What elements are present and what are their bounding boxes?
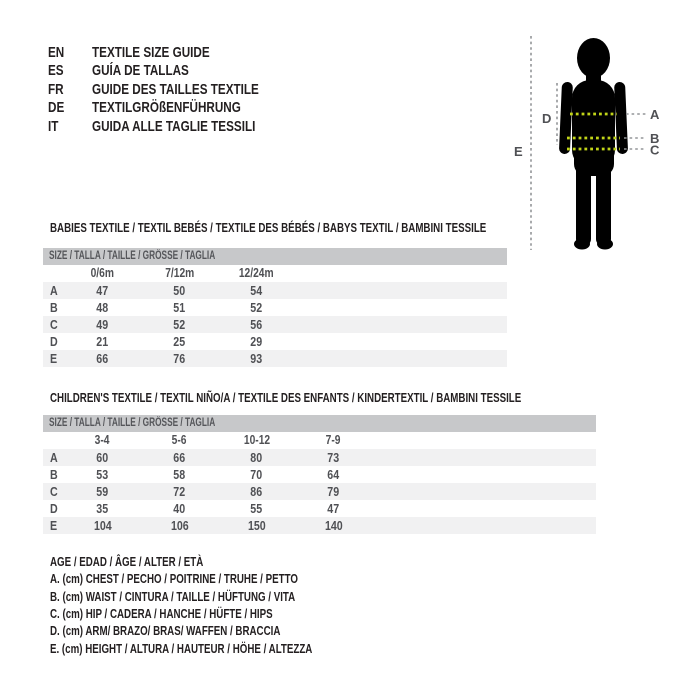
cell: 80 [250,450,263,465]
table-row [43,500,596,517]
cell: 52 [173,317,186,332]
legend-age-line: AGE / EDAD / ÂGE / ALTER / ETÀ [50,554,204,569]
cell: 47 [96,283,109,298]
silhouette-left-arm [559,82,573,154]
height-label: E [514,144,523,159]
table-row [43,449,596,466]
silhouette-left-foot [574,239,590,250]
row-label: A [50,450,58,465]
babies-table-title: BABIES TEXTILE / TEXTIL BEBÉS / TEXTILE DES BÉBÉS / BABYS TEXTIL / BAMBINI TESSILE [50,220,487,235]
column-header: 12/24m [239,266,274,280]
size-header-bar: SIZE / TALLA / TAILLE / GRÖSSE / TAGLIA [43,248,507,265]
row-label: D [50,501,58,516]
cell: 73 [327,450,340,465]
row-label [43,265,64,282]
cell: 66 [173,450,186,465]
children-table-title: CHILDREN'S TEXTILE / TEXTIL NIÑO/A / TEXTILE DES ENFANTS / KINDERTEXTIL / BAMBINI TESSILE [50,390,522,405]
language-code: DE [48,99,65,117]
cell: 47 [327,501,340,516]
table-row [43,282,507,299]
waist-label: B [650,131,660,146]
column-header: 3-4 [95,433,110,447]
language-code: ES [48,62,64,80]
language-row-de [48,99,306,117]
table-row [43,466,596,483]
cell: 72 [173,484,186,499]
cell: 106 [170,518,189,533]
cell: 76 [173,351,186,366]
language-title: GUIDA ALLE TAGLIE TESSILI [92,117,256,135]
measurement-legend [50,553,400,657]
legend-height-line: E. (cm) HEIGHT / ALTURA / HAUTEUR / HÖHE / ALTEZZA [50,640,313,656]
cell: 59 [96,484,109,499]
row-label: A [50,283,58,298]
table-row [43,316,507,333]
row-label: E [50,351,58,366]
cell: 64 [327,467,340,482]
language-row-en [48,44,306,62]
child-silhouette [559,38,628,250]
language-row-fr [48,81,306,99]
column-header: 5-6 [172,433,187,447]
cell: 55 [250,501,263,516]
row-label: D [50,334,58,349]
row-label [43,432,64,449]
row-label: E [50,518,58,533]
cell: 54 [250,283,263,298]
table-row [43,483,596,500]
cell: 104 [93,518,112,533]
cell: 56 [250,317,263,332]
column-header: 0/6m [90,266,115,280]
cell: 140 [324,518,343,533]
row-label: B [50,300,58,315]
cell: 66 [96,351,109,366]
silhouette-right-arm [614,82,628,154]
row-label: B [50,467,58,482]
cell: 49 [96,317,109,332]
language-row-es [48,62,306,80]
arm-label: D [542,111,552,126]
language-title: GUIDE DES TAILLES TEXTILE [92,80,259,98]
cell: 29 [250,334,263,349]
cell: 51 [173,300,186,315]
cell: 40 [173,501,186,516]
cell: 150 [247,518,266,533]
cell: 25 [173,334,186,349]
language-row-it [48,118,306,136]
row-label: C [50,317,58,332]
babies-size-table [43,248,507,367]
table-row [43,517,596,534]
cell: 79 [327,484,340,499]
language-title: TEXTILGRÖßENFÜHRUNG [92,99,241,117]
cell: 53 [96,467,109,482]
cell: 52 [250,300,263,315]
hip-label: C [650,142,660,158]
cell: 48 [96,300,109,315]
table-row [43,299,507,316]
language-code: EN [48,44,65,61]
legend-hip-line: C. (cm) HIP / CADERA / HANCHE / HÜFTE / HIPS [50,606,273,622]
column-header-row [43,432,596,449]
cell: 50 [173,283,186,298]
cell: 86 [250,484,263,499]
row-label: C [50,484,58,499]
cell: 58 [173,467,186,482]
children-size-table [43,415,596,534]
language-code: IT [48,117,59,135]
column-header: 7/12m [164,266,195,280]
column-header: 10-12 [243,433,270,447]
language-title: GUÍA DE TALLAS [92,62,189,80]
legend-arm-line: D. (cm) ARM/ BRAZO/ BRAS/ WAFFEN / BRACCIA [50,623,281,639]
language-title: TEXTILE SIZE GUIDE [92,44,210,61]
column-header: 7-9 [326,433,341,447]
legend-waist-line: B. (cm) WAIST / CINTURA / TAILLE / HÜFTUNG / VITA [50,588,296,604]
language-code: FR [48,80,64,98]
column-header-row [43,265,507,282]
cell: 35 [96,501,109,516]
legend-chest-line: A. (cm) CHEST / PECHO / POITRINE / TRUHE / PETTO [50,571,298,587]
cell: 70 [250,467,263,482]
table-row [43,350,507,367]
table-row [43,333,507,350]
size-header-bar: SIZE / TALLA / TAILLE / GRÖSSE / TAGLIA [43,415,596,432]
cell: 93 [250,351,263,366]
chest-label: A [650,107,660,122]
silhouette-right-foot [597,239,613,250]
cell: 21 [96,334,109,349]
cell: 60 [96,450,109,465]
language-title-list [48,44,306,136]
